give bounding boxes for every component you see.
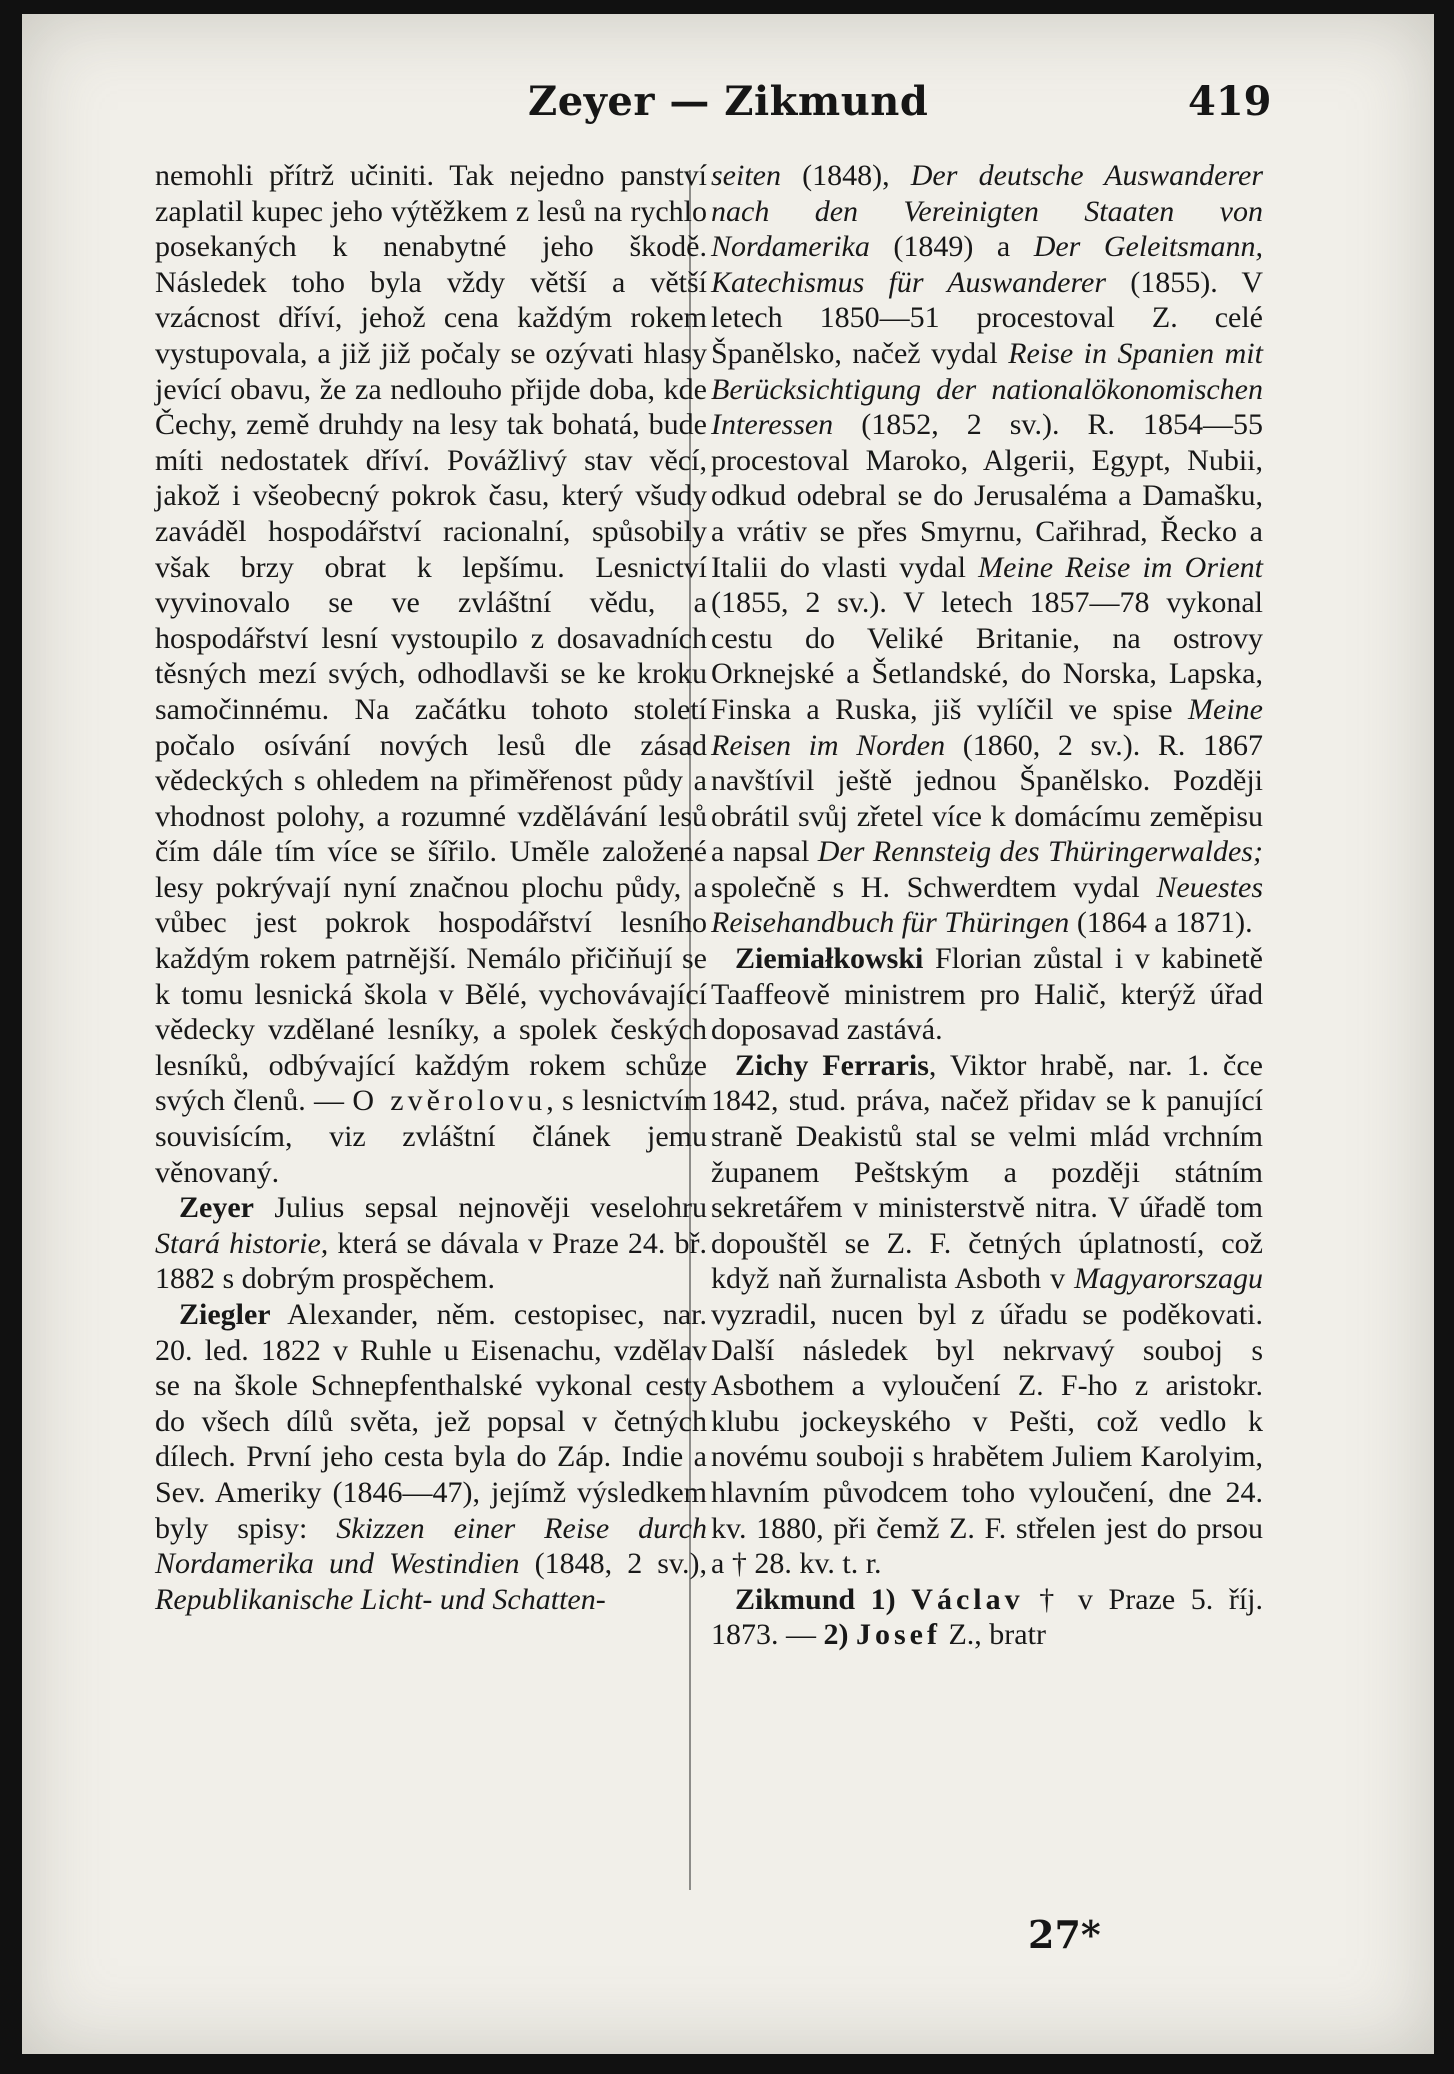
entry-text: Florian zůstal i v kabinetě Taaffeově ministrem pro Halič, kterýž úřad doposavad zastává.: [711, 942, 1263, 1047]
entry-text: společně s H. Schwerdtem vydal: [711, 870, 1157, 904]
headword-zeyer: Zeyer: [179, 1191, 254, 1225]
forestry-text-end: , s lesnictvím souvisícím, viz zvláštní článek jemu věnovaný.: [155, 1084, 708, 1189]
work-title: Der deutsche Auswanderer nach den Vereinigten Staaten von Nordamerika: [711, 159, 1264, 264]
headword-ziegler: Ziegler: [179, 1298, 271, 1331]
work-title: Meine Reisen im Norden: [711, 692, 1263, 762]
entry-zikmund: [711, 1582, 1263, 1653]
entry-text: (1864 a 1871).: [1069, 906, 1253, 940]
entry-text: † v Praze 5. říj. 1873. —: [711, 1582, 1263, 1652]
running-head: Zeyer — Zikmund: [528, 78, 929, 125]
forestry-text: nemohli přítrž učiniti. Tak nejedno panství zaplatil kupec jeho výtěžkem z lesů na rychlo posekaných k nenabytné jeho škodě. Následek toho byla vždy větší a větší vzácnost dříví, jehož cena každým rokem vystupovala, a již již počaly se ozývati hlasy jevící obavu, že za nedlouho přijde doba, kde Čechy, země druhdy na lesy tak bohatá, bude míti nedostatek dříví. Povážlivý stav věcí, jakož i všeobecný pokrok času, který všudy zaváděl hospodářství racionalní, spůsobily však brzy obrat k lepšímu. Lesnictví vyvinovalo se ve zvláštní vědu, a hospodářství lesní vystoupilo z dosavadních těsných mezí svých, odhodlavši se ke kroku samočinnému. Na začátku tohoto století počalo osívání nových lesů dle zásad vědeckých s ohledem na přiměřenost půdy a vhodnost polohy, a rozumné vzdělávání lesů čím dále tím více se šířilo. Uměle založené lesy pokrývají nyní značnou plochu půdy, a vůbec jest pokrok hospodářství lesního každým rokem patrnější. Nemálo přičiňují se k tomu lesnická škola v Bělé, vychovávající vědecky vzdělané lesníky, a spolek českých lesníků, odbývající každým rokem schůze svých členů. —: [155, 159, 707, 1118]
entry-text: (1855). V letech 1850—51 procestoval Z. celé Španělsko, načež vydal: [711, 265, 1263, 370]
entry-text: která se dávala v Praze 24. bř. 1882 s dobrým prospěchem.: [155, 1226, 707, 1296]
sense-number: 2): [823, 1618, 849, 1652]
headword-zichy: Zichy Ferraris: [735, 1048, 929, 1082]
entry-text: (1848),: [780, 159, 911, 192]
spaced-name: Josef: [856, 1618, 941, 1652]
entry-text: (1860, 2 sv.). R. 1867 navštívil ještě jednou Španělsko. Později obrátil svůj zřetel více k domácímu zeměpisu a napsal: [711, 728, 1264, 869]
entry-ziemialkowski: [711, 941, 1263, 1048]
headword-ziemialkowski: Ziemiałkowski: [735, 942, 924, 976]
left-column: [155, 158, 707, 1617]
headword-zikmund: Zikmund 1): [735, 1582, 896, 1616]
page-number: 419: [1188, 78, 1272, 125]
work-title: Meine Reise im Orient: [978, 550, 1263, 584]
entry-text: Alexander, něm. cestopisec, nar. 20. led. 1822 v Ruhle u Eisenachu, vzdělav se na škole Schnepfenthalské vykonal cesty do všech dílů světa, jež popsal v četných dílech. První jeho cesta byla do Záp. Indie a Sev. Ameriky (1846—47), jejímž výsledkem byly spisy:: [155, 1298, 707, 1545]
entry-zeyer: [155, 1190, 707, 1297]
entry-text: (1855, 2 sv.). V letech 1857—78 vykonal cestu do Veliké Britanie, na ostrovy Orknejské a Šetlandské, do Norska, Lapska, Finska a Ruska, jiš vylíčil ve spise: [711, 586, 1263, 726]
work-title: Magyarorszagu: [1074, 1262, 1263, 1296]
work-title: seiten: [711, 159, 781, 192]
work-title: Skizzen einer Reise durch Nordamerika und Westindien: [155, 1511, 707, 1581]
entry-text: (1848, 2 sv.),: [519, 1547, 707, 1581]
printer-signature: 27*: [1028, 1912, 1101, 1957]
spaced-name: Václav: [911, 1582, 1024, 1616]
entry-ziegler-cont: [711, 158, 1263, 941]
work-title: Neuestes Reisehandbuch für Thüringen: [711, 870, 1263, 940]
entry-text: (1849) a: [869, 230, 1034, 264]
entry-zichy: [711, 1048, 1263, 1582]
entry-text: vyzradil, nucen byl z úřadu se poděkovati. Další následek byl nekrvavý souboj s Asbothem a vyloučení Z. F-ho z aristokr. klubu jockeyského v Pešti, což vedlo k novému souboji s hrabětem Juliem Karolyim, hlavním původcem toho vyloučení, dne 24. kv. 1880, při čemž Z. F. střelen jest do prsou a † 28. kv. t. r.: [711, 1298, 1263, 1581]
right-column: [711, 158, 1263, 1653]
work-title: Reise in Spanien mit Berücksichtigung der nationalökonomischen Interessen: [711, 336, 1263, 442]
work-title: Stará historie,: [155, 1226, 329, 1260]
cross-reference: O zvěrolovu: [352, 1084, 547, 1118]
work-title: Der Rennsteig des Thüringerwaldes;: [817, 835, 1263, 869]
entry-text: Julius sepsal nejnověji veselohru: [253, 1191, 707, 1225]
entry-text: (1852, 2 sv.). R. 1854—55 procestoval Maroko, Algerii, Egypt, Nubii, odkud odebral se do Jerusaléma a Damašku, a vrátiv se přes Smyrnu, Cařihrad, Řecko a Italii do vlasti vydal: [711, 408, 1263, 584]
work-title: Der Geleitsmann, Katechismus für Auswanderer: [711, 230, 1264, 299]
entry-ziegler: [155, 1297, 707, 1617]
paragraph-forestry: [155, 158, 707, 1190]
work-title: Republikanische Licht- und Schatten-: [155, 1582, 606, 1616]
entry-text: Z., bratr: [940, 1618, 1046, 1652]
entry-text: , Viktor hrabě, nar. 1. čce 1842, stud. práva, načež přidav se k panující straně Deakistů stal se velmi mlád vrchním županem Peštským a později státním sekretářem v ministerstvě nitra. V úřadě tom dopouštěl se Z. F. četných úplatností, což když naň žurnalista Asboth v: [711, 1048, 1263, 1296]
